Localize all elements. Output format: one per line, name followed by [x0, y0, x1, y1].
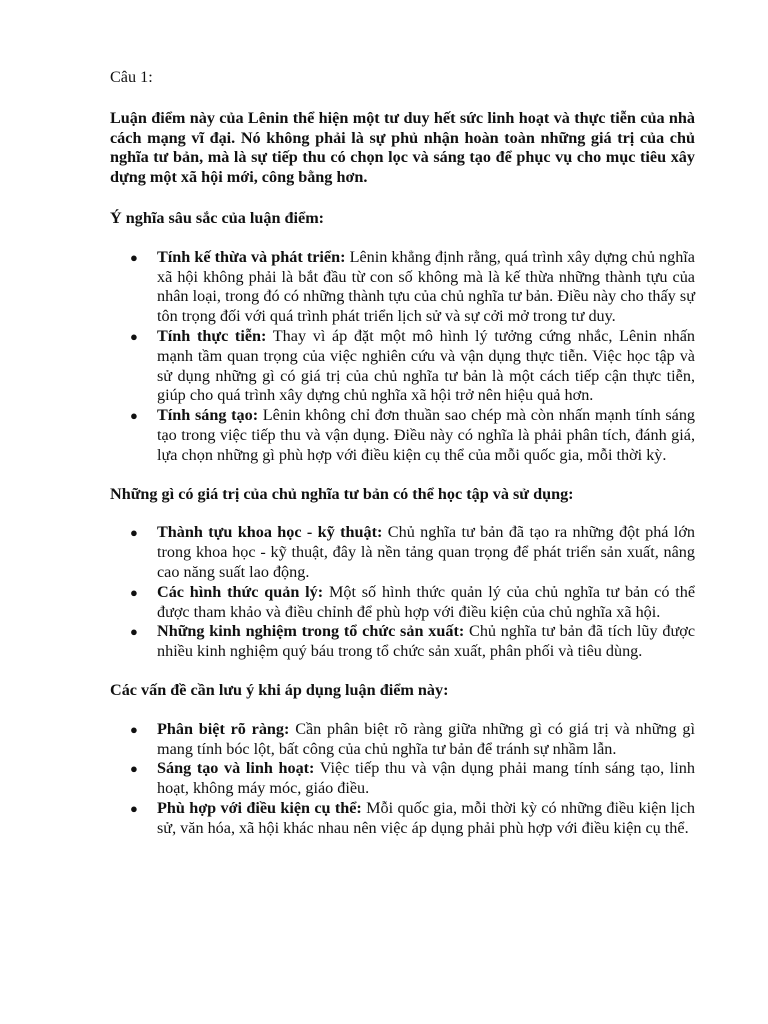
- notes-list: [110, 720, 695, 839]
- item-text: Mỗi quốc gia, mỗi thời kỳ có những điều kiện lịch sử, văn hóa, xã hội khác nhau nên việc áp dụng phải phù hợp với điều kiện cụ thể.: [157, 798, 695, 837]
- bullet-icon: ●: [130, 624, 138, 640]
- item-term: Các hình thức quản lý:: [157, 582, 324, 601]
- list-item: [110, 523, 695, 582]
- bullet-icon: ●: [130, 408, 138, 424]
- item-term: Thành tựu khoa học - kỹ thuật:: [157, 523, 383, 542]
- item-text: Chủ nghĩa tư bản đã tích lũy được nhiều kinh nghiệm quý báu trong tổ chức sản xuất, phân phối và tiêu dùng.: [157, 622, 696, 661]
- bullet-icon: ●: [130, 761, 138, 777]
- list-item: [110, 622, 695, 662]
- values-list: [110, 523, 695, 662]
- list-item: [110, 248, 695, 327]
- item-term: Tính sáng tạo:: [157, 406, 259, 425]
- bullet-icon: ●: [130, 584, 138, 600]
- item-text: Việc tiếp thu và vận dụng phải mang tính sáng tạo, linh hoạt, không máy móc, giáo điều.: [157, 759, 695, 798]
- item-text: Lênin không chỉ đơn thuần sao chép mà còn nhấn mạnh tính sáng tạo trong việc tiếp thu và vận dụng. Điều này có nghĩa là phải phân tích, đánh giá, lựa chọn những gì phù hợp với điều kiện cụ thể của mỗi quốc gia, mỗi thời kỳ.: [157, 406, 696, 464]
- item-term: Phân biệt rõ ràng:: [157, 719, 290, 738]
- document-page: [110, 68, 695, 858]
- list-item: [110, 799, 695, 839]
- bullet-icon: ●: [130, 249, 138, 265]
- section-title-meaning: Ý nghĩa sâu sắc của luận điểm:: [110, 208, 325, 227]
- section-title-values: Những gì có giá trị của chủ nghĩa tư bản có thể học tập và sử dụng:: [110, 484, 574, 503]
- item-text: Lênin khẳng định rằng, quá trình xây dựng chủ nghĩa xã hội không phải là bắt đầu từ con số không mà là kế thừa những thành tựu của nhân loại, trong đó có những thành tựu của chủ nghĩa tư bản. Điều này cho thấy sự tôn trọng đối với quá trình phát triển lịch sử và sự cởi mở trong tư duy.: [157, 247, 695, 326]
- bullet-icon: ●: [130, 328, 138, 344]
- meaning-list: [110, 248, 695, 466]
- list-item: [110, 759, 695, 799]
- list-item: [110, 327, 695, 406]
- list-item: [110, 720, 695, 760]
- intro-paragraph: Luận điểm này của Lênin thể hiện một tư duy hết sức linh hoạt và thực tiễn của nhà cách mạng vĩ đại. Nó không phải là sự phủ nhận hoàn toàn những giá trị của chủ nghĩa tư bản, mà là sự tiếp thu có chọn lọc và sáng tạo để phục vụ cho mục tiêu xây dựng một xã hội mới, công bằng hơn.: [110, 108, 695, 187]
- item-term: Sáng tạo và linh hoạt:: [157, 759, 315, 778]
- item-text: Chủ nghĩa tư bản đã tạo ra những đột phá lớn trong khoa học - kỹ thuật, đây là nền tảng quan trọng để phát triển sản xuất, nâng cao năng suất lao động.: [157, 523, 696, 581]
- question-heading: Câu 1:: [110, 68, 153, 86]
- bullet-icon: ●: [130, 800, 138, 816]
- bullet-icon: ●: [130, 525, 138, 541]
- item-term: Những kinh nghiệm trong tổ chức sản xuất:: [157, 622, 465, 641]
- item-term: Tính kế thừa và phát triển:: [157, 247, 346, 266]
- bullet-icon: ●: [130, 721, 138, 737]
- list-item: [110, 583, 695, 623]
- item-term: Phù hợp với điều kiện cụ thể:: [157, 798, 362, 817]
- item-text: Thay vì áp đặt một mô hình lý tưởng cứng nhắc, Lênin nhấn mạnh tầm quan trọng của việc nghiên cứu và vận dụng thực tiễn. Việc học tập và sử dụng những gì có giá trị của chủ nghĩa tư bản là một cách tiếp cận thực tiễn, giúp cho quá trình xây dựng chủ nghĩa xã hội trở nên hiệu quả hơn.: [157, 326, 695, 405]
- item-term: Tính thực tiễn:: [157, 326, 267, 345]
- section-title-notes: Các vấn đề cần lưu ý khi áp dụng luận điểm này:: [110, 680, 449, 699]
- item-text: Một số hình thức quản lý của chủ nghĩa tư bản có thể được tham khảo và điều chỉnh để phù hợp với điều kiện của chủ nghĩa xã hội.: [157, 582, 696, 621]
- item-text: Cần phân biệt rõ ràng giữa những gì có giá trị và những gì mang tính bóc lột, bất công của chủ nghĩa tư bản để tránh sự nhầm lẫn.: [157, 719, 696, 758]
- list-item: [110, 406, 695, 465]
